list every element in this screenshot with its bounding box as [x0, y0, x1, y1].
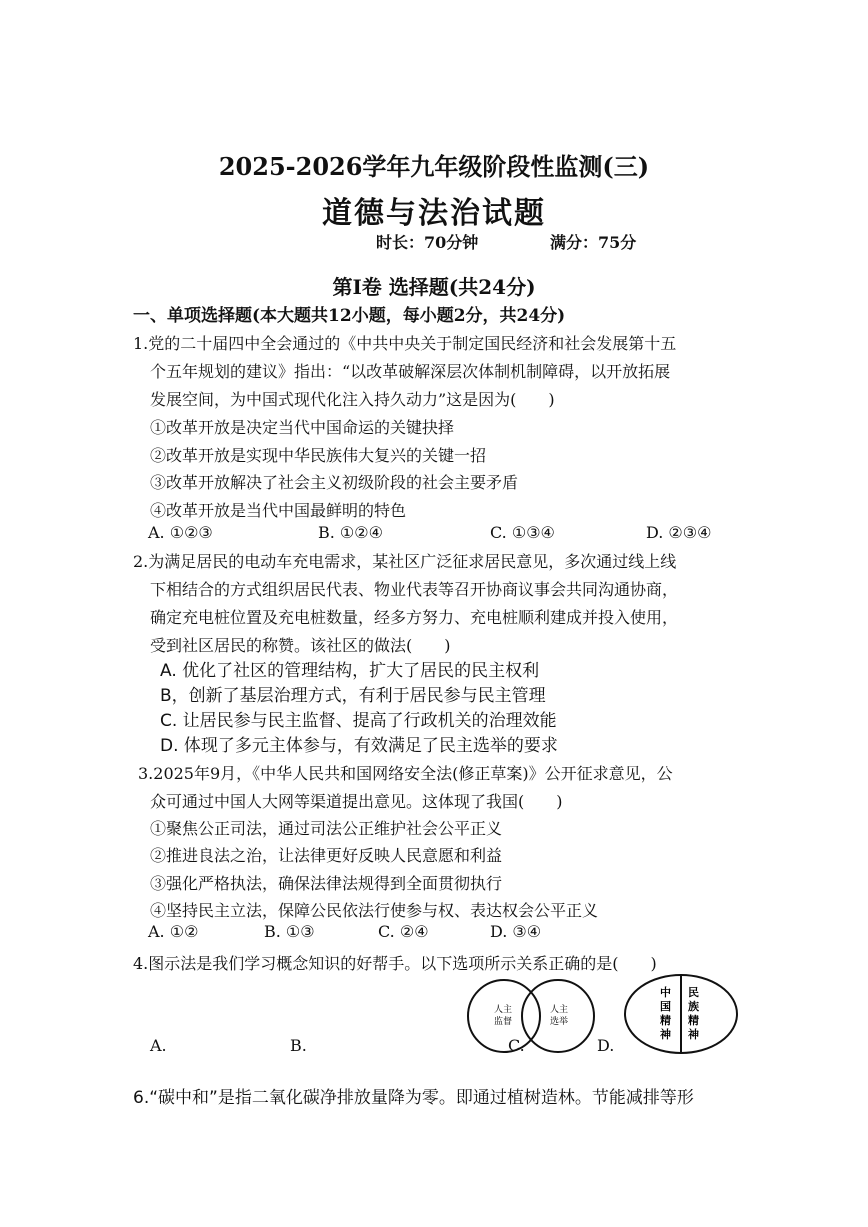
q2-line: 确定充电桩位置及充电桩数量，经多方努力、充电桩顺利建成并投入使用， — [150, 608, 679, 627]
q2-line: 受到社区居民的称赞。该社区的做法( ) — [150, 636, 451, 655]
q3-statement: ③强化严格执法，确保法律法规得到全面贯彻执行 — [150, 874, 503, 893]
q4-option-c[interactable]: C. — [508, 1036, 525, 1055]
exam-title: 2025-2026学年九年级阶段性监测(三) — [218, 152, 650, 181]
venn-left-label: 人主 — [494, 1005, 513, 1015]
section-instruction: 一、单项选择题(本大题共12小题，每小题2分，共24分) — [133, 306, 566, 326]
venn-right-label: 人主 — [550, 1005, 569, 1015]
split-right-char: 精 — [688, 1014, 699, 1027]
split-right-char: 族 — [688, 1000, 699, 1013]
q3-statement: ④坚持民主立法，保障公民依法行使参与权、表达权会公平正义 — [150, 901, 599, 920]
venn-left-label: 监督 — [494, 1017, 513, 1027]
split-right-char: 神 — [688, 1028, 699, 1041]
q2-option-b[interactable]: B，创新了基层治理方式，有利于居民参与民主管理 — [160, 686, 546, 706]
q2-line: 下相结合的方式组织居民代表、物业代表等召开协商议事会共同沟通协商， — [150, 580, 679, 599]
q3-statement: ①聚焦公正司法，通过司法公正维护社会公平正义 — [150, 819, 503, 838]
q1-line: 发展空间，为中国式现代化注入持久动力”这是因为( ) — [150, 390, 555, 409]
q4-line: 4.图示法是我们学习概念知识的好帮手。以下选项所示关系正确的是( ) — [133, 954, 657, 973]
q2-option-c[interactable]: C. 让居民参与民主监督、提高了行政机关的治理效能 — [160, 711, 557, 731]
venn-diagram-c — [462, 978, 602, 1060]
split-left-char: 中 — [660, 986, 671, 999]
q1-option-b[interactable]: B. ①②④ — [318, 523, 383, 542]
q1-statement: ④改革开放是当代中国最鲜明的特色 — [150, 501, 407, 520]
q3-line: 众可通过中国人大网等渠道提出意见。这体现了我国( ) — [150, 792, 563, 811]
split-left-char: 神 — [660, 1028, 671, 1041]
q2-option-a[interactable]: A. 优化了社区的管理结构，扩大了居民的民主权利 — [160, 661, 540, 681]
full-score: 满分：75分 — [550, 233, 637, 252]
q1-option-d[interactable]: D. ②③④ — [646, 523, 712, 542]
q3-line: 3.2025年9月，《中华人民共和国网络安全法(修正草案)》公开征求意见，公 — [138, 764, 673, 783]
q1-option-a[interactable]: A. ①②③ — [148, 523, 213, 542]
section-title: 第Ⅰ卷 选择题(共24分) — [332, 275, 536, 299]
venn-right-label: 选举 — [550, 1017, 569, 1027]
q1-statement: ③改革开放解决了社会主义初级阶段的社会主要矛盾 — [150, 473, 519, 492]
q3-option-b[interactable]: B. ①③ — [264, 922, 315, 941]
split-left-char: 国 — [660, 1000, 671, 1013]
q1-statement: ②改革开放是实现中华民族伟大复兴的关键一招 — [150, 446, 487, 465]
split-left-char: 精 — [660, 1014, 671, 1027]
q3-option-d[interactable]: D. ③④ — [490, 922, 542, 941]
q1-line: 1.党的二十届四中全会通过的《中共中央关于制定国民经济和社会发展第十五 — [133, 334, 677, 353]
venn-left-circle — [468, 980, 540, 1052]
q3-statement: ②推进良法之治，让法律更好反映人民意愿和利益 — [150, 846, 503, 865]
duration: 时长：70分钟 — [376, 233, 479, 252]
q4-option-b[interactable]: B. — [290, 1036, 307, 1055]
split-right-char: 民 — [688, 986, 699, 999]
q3-option-c[interactable]: C. ②④ — [378, 922, 429, 941]
q3-option-a[interactable]: A. ①② — [148, 922, 199, 941]
subject-title: 道德与法治试题 — [322, 196, 546, 231]
q6-line: 6.“碳中和”是指二氧化碳净排放量降为零。即通过植树造林。节能减排等形 — [133, 1088, 694, 1108]
q4-option-d[interactable]: D. — [597, 1036, 615, 1055]
q2-line: 2.为满足居民的电动车充电需求，某社区广泛征求居民意见，多次通过线上线 — [133, 552, 677, 571]
q1-statement: ①改革开放是决定当代中国命运的关键抉择 — [150, 418, 455, 437]
q1-option-c[interactable]: C. ①③④ — [490, 523, 555, 542]
split-ellipse-d — [622, 972, 740, 1056]
venn-right-circle — [522, 980, 594, 1052]
q1-line: 个五年规划的建议》指出：“以改革破解深层次体制机制障碍，以开放拓展 — [150, 362, 671, 381]
q4-option-a[interactable]: A. — [150, 1036, 167, 1055]
q2-option-d[interactable]: D. 体现了多元主体参与，有效满足了民主选举的要求 — [160, 736, 558, 756]
